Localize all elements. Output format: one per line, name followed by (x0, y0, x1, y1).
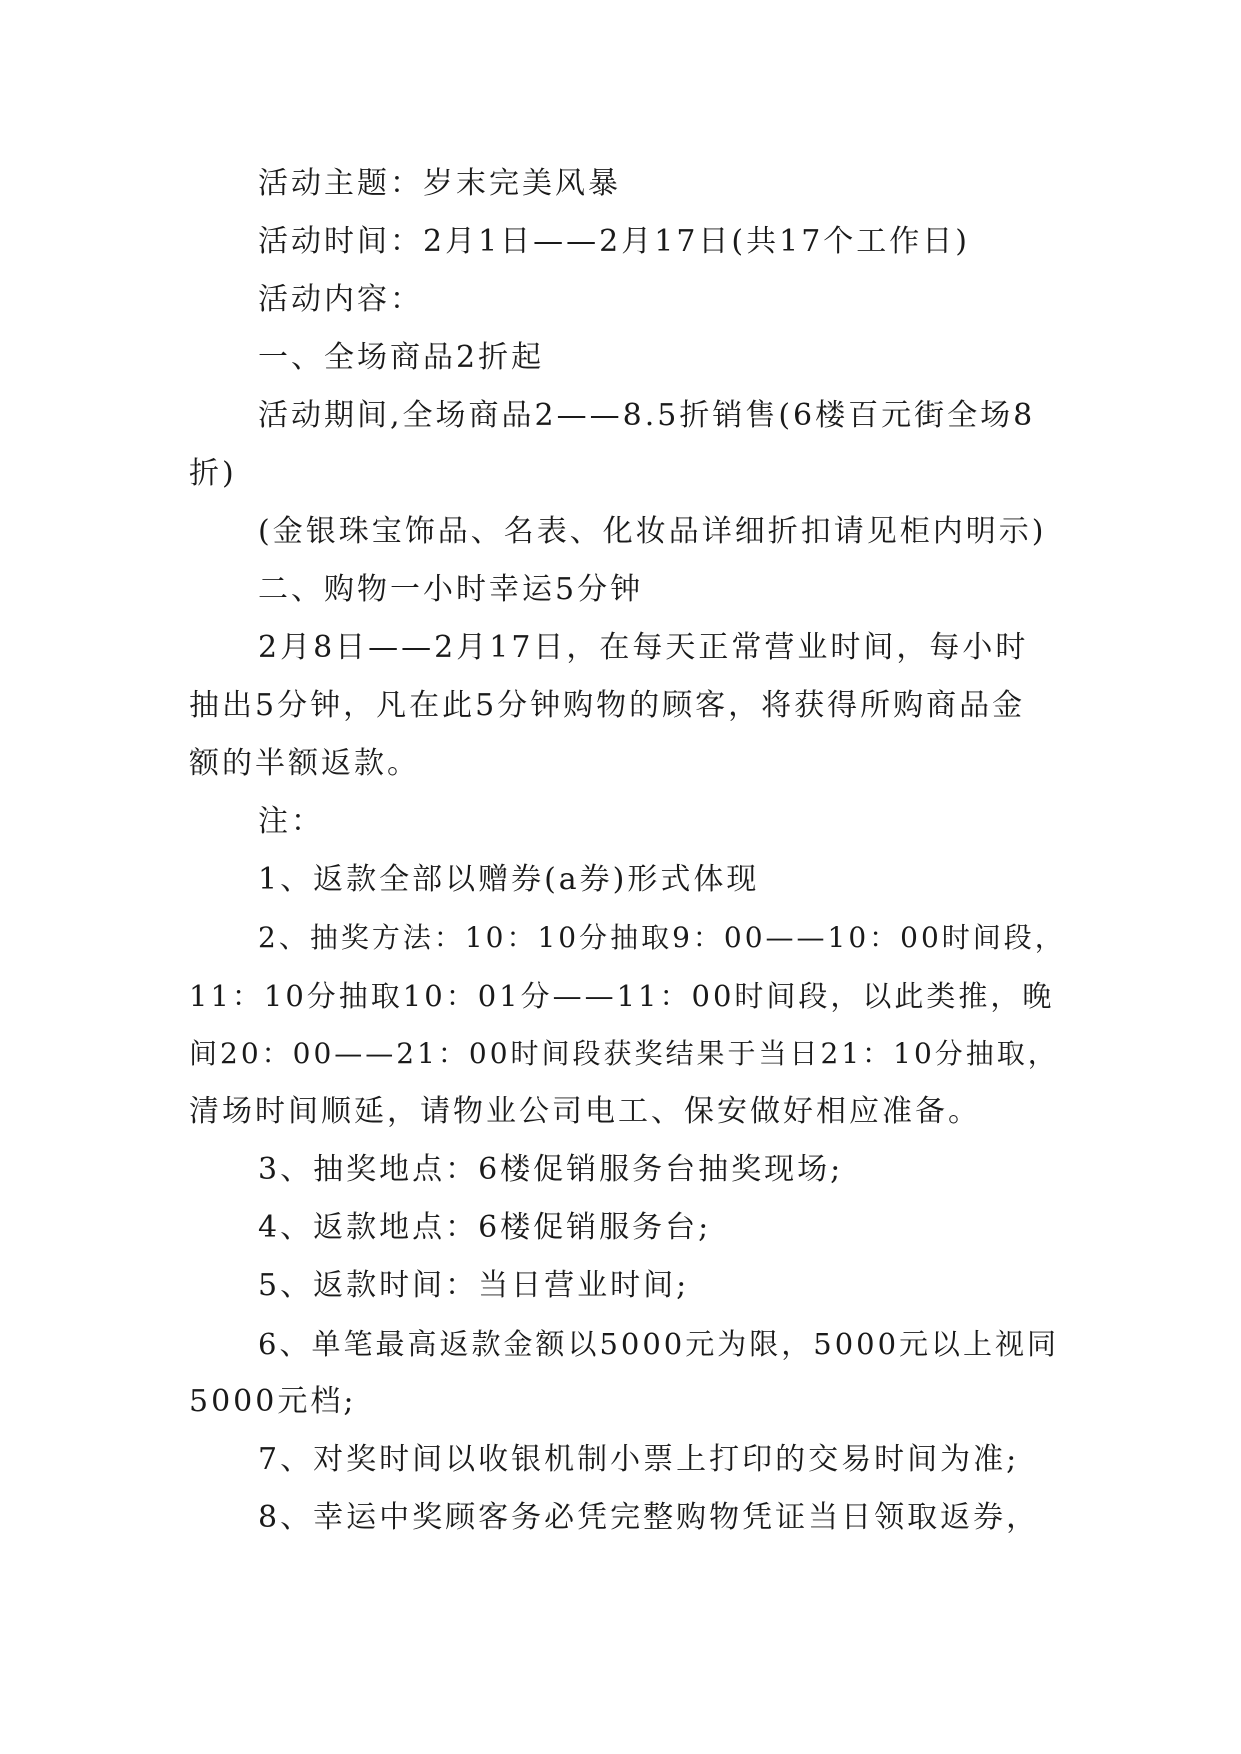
paragraph-line: 2月8日——2月17日，在每天正常营业时间，每小时 (258, 630, 1029, 665)
paragraph-line: 11：10分抽取10：01分——11：00时间段，以此类推，晚 (189, 979, 1055, 1013)
note-heading: 注： (258, 804, 324, 839)
note-item: 3、抽奖地点：6楼促销服务台抽奖现场; (258, 1152, 844, 1187)
section-two-heading: 二、购物一小时幸运5分钟 (258, 572, 644, 607)
paragraph-line: 5000元档; (189, 1384, 357, 1419)
paragraph-line: 额的半额返款。 (189, 746, 420, 781)
event-time-line: 活动时间：2月1日——2月17日(共17个工作日) (258, 224, 971, 259)
paragraph-line: 活动期间,全场商品2——8.5折销售(6楼百元街全场8 (258, 398, 1036, 433)
note-item: 2、抽奖方法：10：10分抽取9：00——10：00时间段， (258, 921, 1066, 954)
note-item: 6、单笔最高返款金额以5000元为限，5000元以上视同 (258, 1327, 1060, 1361)
note-item: 4、返款地点：6楼促销服务台; (258, 1210, 712, 1245)
event-theme-line: 活动主题：岁末完美风暴 (258, 166, 621, 201)
paragraph-line: 折) (189, 456, 237, 491)
note-item: 5、返款时间：当日营业时间; (258, 1268, 690, 1303)
paragraph-line: 抽出5分钟，凡在此5分钟购物的顾客，将获得所购商品金 (189, 688, 1026, 723)
event-content-heading: 活动内容： (258, 282, 423, 317)
paragraph-line: 清场时间顺延，请物业公司电工、保安做好相应准备。 (189, 1094, 981, 1129)
note-item: 1、返款全部以赠券(a券)形式体现 (258, 862, 760, 897)
note-item: 7、对奖时间以收银机制小票上打印的交易时间为准; (258, 1442, 1020, 1477)
paragraph-line: (金银珠宝饰品、名表、化妆品详细折扣请见柜内明示) (258, 514, 1047, 549)
section-one-heading: 一、全场商品2折起 (258, 340, 545, 375)
paragraph-line: 间20：00——21：00时间段获奖结果于当日21：10分抽取， (189, 1037, 1059, 1070)
note-item: 8、幸运中奖顾客务必凭完整购物凭证当日领取返券， (258, 1500, 1040, 1535)
